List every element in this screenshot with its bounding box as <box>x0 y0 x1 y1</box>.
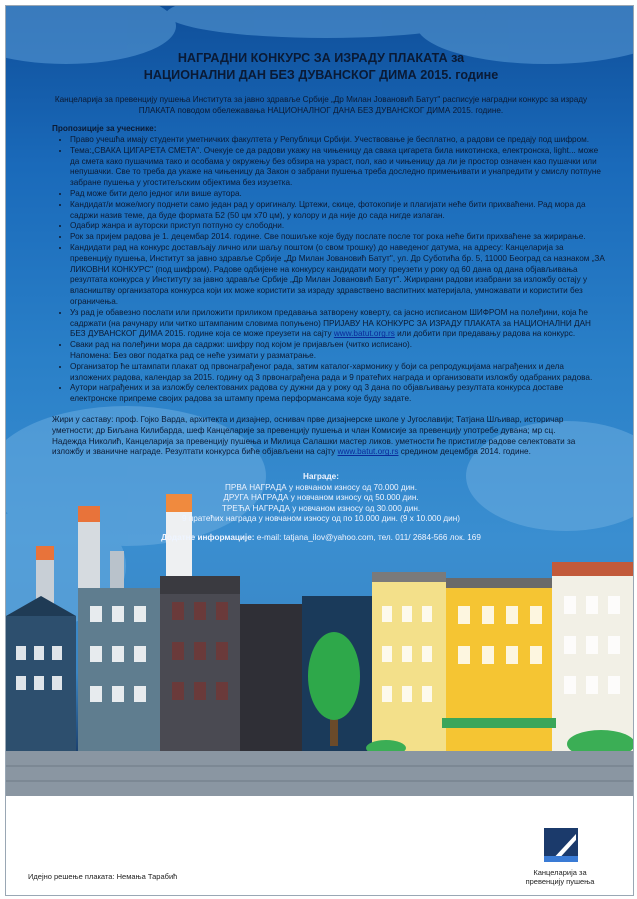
design-credit: Идејно решење плаката: Немања Тарабић <box>28 872 178 881</box>
rule-text: Уз рад је обавезно послати или приложити приликом предавања затворену коверту, са јасно исписаном ШИФРОМ на полеђини, која ће садржати (на рачунару или читко штампаним словима попуњено) ПРИЈАВУ НА КОНКУРС ЗА ИЗРАДУ ПЛАКАТА за НАЦИОНАЛНИ ДАН БЕЗ ДУВАНСКОГ ДИМА 2015. године која се може преузети на сајту <box>70 307 591 339</box>
prizes-heading: Награде: <box>303 472 339 482</box>
contact-line <box>36 533 606 544</box>
rule-item: • Кандидати рад на конкурс достављају лично или шаљу поштом (о свом трошку) до наведеног датума, на адресу: Канцеларија за превенцију пушења, Институт за јавно здравље Србије „Др Милан Јовановић Батут", ул. Др Суботића бр. 5, 11000 Београд са назнаком „ЗА ЛИКОВНИ КОНКУРС" (под шифром). Радове одбијене на конкурсу кандидати могу преузети у року од 60 дана од дана објављивања резултата конкурса у Институту за јавно здравље Србије „Др Милан Јовановић Батут". Жирирани радови изабрани за изложбу остају у власништву организатора конкурса који их може користити за израду здравствено васпитних материјала, умножавати и користити без ограничења. <box>70 243 606 308</box>
prize-item: ПРВА НАГРАДА у новчаном износу од 70.000 дин. <box>225 482 417 492</box>
rule-item: • Организатор ће штампати плакат од првонаграђеног рада, затим каталог-хармонику у боји са репродукцијама награђених и дела изложених радова, календар за 2015. годину од 3 првонаграђена рада и 9 пратећих награда и организовати изложбу одабраних радова. <box>70 362 606 384</box>
dark-windows <box>172 602 228 700</box>
rule-note: Напомена: Без овог податка рад се неће узимати у разматрање. <box>70 350 316 360</box>
batut-link[interactable]: www.batut.org.rs <box>337 447 399 457</box>
rule-text-tail: или добити при предавању радова на конкурс. <box>394 329 576 339</box>
logo-caption <box>518 868 602 886</box>
prizes-section <box>36 472 606 525</box>
prize-item: ТРЕЋА НАГРАДА у новчаном износу од 30.000 дин. <box>221 503 421 513</box>
batut-link[interactable]: www.batut.org.rs <box>333 329 395 339</box>
rule-item: • Тема:„СВАКА ЦИГАРЕТА СМЕТА". Очекује се да радови укажу на чињеницу да свака цигарета била никотинска, електронска, light... може да смета како пушачима тако и особама у окружењу без обзира на узраст, пол, као и чињеницу да ли је простор означен као пушачки или непушачки. Све то треба да укаже на чињеницу да Закон о забрани пушења треба доследно примењивати и унапредити у смислу потпуне забране пушења у угоститељским објектима без изузетка. <box>70 146 606 189</box>
rule-item: • Рок за пријем радова је 1. децембар 2014. године. Све пошиљке које буду послате после тог рока неће бити прихваћене за жирирање. <box>70 232 606 243</box>
rule-item: • Кандидат/и може/могу поднети само један рад у оригиналу. Цртежи, скице, фотокопије и плагијати неће бити прихваћени. Рад мора да садржи назив теме, да буде формата Б2 (50 цм x70 цм), у колору и да није до сада нигде излаган. <box>70 200 606 222</box>
rule-item: • Аутори награђених и за изложбу селектованих радова су дужни да у року од 3 дана по објављивању резултата конкурса доставе електронске припреме својих радова за штампу према перформансама које буду задате. <box>70 383 606 405</box>
prize-item: ДРУГА НАГРАДА у новчаном износу од 50.000 дин. <box>223 493 419 503</box>
jury-tail: средином децембра 2014. године. <box>398 447 531 457</box>
poster-content <box>36 50 606 544</box>
rule-item <box>70 308 606 340</box>
awning <box>442 718 556 728</box>
title-line-1: НАГРАДНИ КОНКУРС ЗА ИЗРАДУ ПЛАКАТА за <box>177 51 465 65</box>
intro-paragraph: Канцеларија за превенцију пушења Института за јавно здравље Србије „Др Милан Јовановић Батут" расписује наградни конкурс за израду ПЛАКАТА поводом обележавања НАЦИОНАЛНОГ ДАНА БЕЗ ДУВАНСКОГ ДИМА 2015. године. <box>54 95 588 115</box>
rule-item: • Рад може бити дело једног или више аутора. <box>70 189 606 200</box>
jury-text: Жири у саставу: проф. Гојко Варда, архитекта и дизајнер, оснивач прве дизајнерске школе у Југославији; Татјана Шљивар, историчар уметности; др Биљана Килибарда, шеф Канцеларије за превенцију пушења и члан Комисије за превенцију употребе дувана; мр сц. Надежда Николић, Канцеларија за превенцију пушења и Милица Салашки мастер ликов. уметности ће пристигле радове селектовати за изложбу и званичне награде. Резултати конкурса биће објављени на сајту <box>52 414 576 457</box>
contact-text[interactable]: e-mail: tatjana_ilov@yahoo.com, тел. 011/ 2684-566 лок. 169 <box>254 533 481 543</box>
rule-item <box>70 340 606 362</box>
jury-paragraph <box>52 415 592 458</box>
rules-heading: Пропозиције за учеснике: <box>52 124 157 133</box>
rules-list <box>36 135 606 405</box>
stone-wall <box>6 751 633 797</box>
rule-item: • Одабир жанра и ауторски приступ потпуно су слободни. <box>70 221 606 232</box>
rule-text: Сваки рад на полеђини мора да садржи: шифру под којом је пријављен (читко исписано). <box>70 340 413 350</box>
rule-item: • Право учешћа имају студенти уметничких факултета у Републици Србији. Учествовање је бесплатно, а радови се предају под шифром. <box>70 135 606 146</box>
logo-caption-line: Канцеларија за <box>533 868 587 877</box>
title-line-2: НАЦИОНАЛНИ ДАН БЕЗ ДУВАНСКОГ ДИМА 2015. године <box>143 68 499 82</box>
poster <box>5 5 634 896</box>
prize-item: 9 пратећих награда у новчаном износу од по 10.000 дин. (9 x 10.000 дин) <box>181 514 461 524</box>
logo-caption-line: превенцију пушења <box>525 877 595 886</box>
contact-label: Додатне информације: <box>161 533 255 543</box>
